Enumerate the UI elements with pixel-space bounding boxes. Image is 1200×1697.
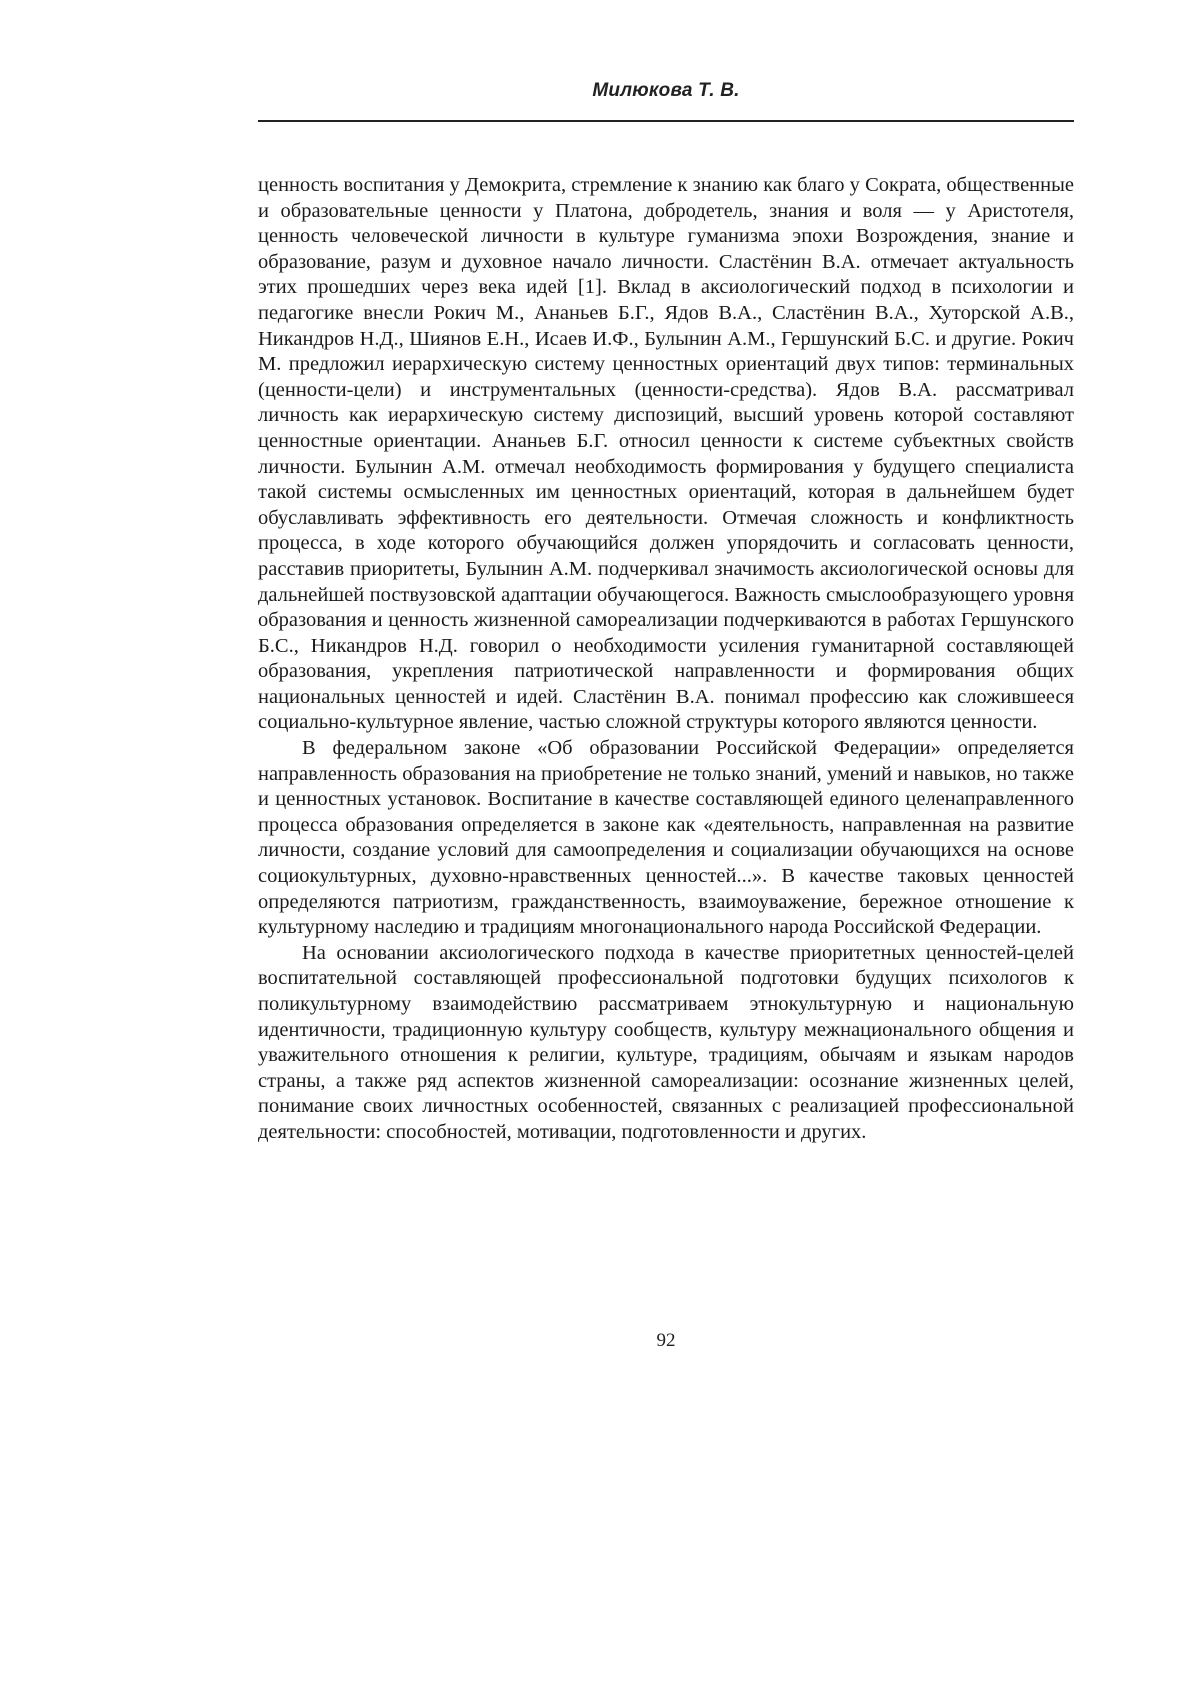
paragraph: В федеральном законе «Об образовании Российской Федерации» определяется направленность образования на приобретение не только знаний, умений и навыков, но также и ценностных установок. Воспитание в качестве составляющей единого целенаправленного процесса образования определяется в законе как «деятельность, направленная на развитие личности, создание условий для самоопределения и социализации обучающихся на основе социокультурных, духовно-нравственных ценностей...». В качестве таковых ценностей определяются патриотизм, гражданственность, взаимоуважение, бережное отношение к культурному наследию и традициям многонационального народа Российской Федерации. (258, 737, 1074, 939)
body-text (258, 173, 1074, 1146)
page-number: 92 (656, 1330, 676, 1351)
running-header: Милюкова Т. В. (592, 80, 740, 101)
paragraph: На основании аксиологического подхода в качестве приоритетных ценностей-целей воспитательной составляющей профессиональной подготовки будущих психологов к поликультурному взаимодействию рассматриваем этнокультурную и национальную идентичности, традиционную культуру сообществ, культуру межнационального общения и уважительного отношения к религии, культуре, традициям, обычаям и языкам народов страны, а также ряд аспектов жизненной самореализации: осознание жизненных целей, понимание своих личностных особенностей, связанных с реализацией профессиональной деятельности: способностей, мотивации, подготовленности и других. (258, 941, 1074, 1143)
header-rule (258, 120, 1074, 122)
paragraph-continued: ценность воспитания у Демокрита, стремление к знанию как благо у Сократа, общественные и образовательные ценности у Платона, добродетель, знания и воля — у Аристотеля, ценность человеческой личности в культуре гуманизма эпохи Возрождения, знание и образование, разум и духовное начало личности. Сластёнин В.А. отмечает актуальность этих прошедших через века идей [1]. Вклад в аксиологический подход в психологии и педагогике внесли Рокич М., Ананьев Б.Г., Ядов В.А., Сластёнин В.А., Хуторской А.В., Никандров Н.Д., Шиянов Е.Н., Исаев И.Ф., Булынин А.М., Гершунский Б.С. и другие. Рокич М. предложил иерархическую систему ценностных ориентаций двух типов: терминальных (ценности-цели) и инструментальных (ценности-средства). Ядов В.А. рассматривал личность как иерархическую систему диспозиций, высший уровень которой составляют ценностные ориентации. Ананьев Б.Г. относил ценности к системе субъектных свойств личности. Булынин А.М. отмечал необходимость формирования у будущего специалиста такой системы осмысленных им ценностных ориентаций, которая в дальнейшем будет обуславливать эффективность его деятельности. Отмечая сложность и конфликтность процесса, в ходе которого обучающийся должен упорядочить и согласовать ценности, расставив приоритеты, Булынин А.М. подчеркивал значимость аксиологической основы для дальнейшей поствузовской адаптации обучающегося. Важность смыслообразующего уровня образования и ценность жизненной самореализации подчеркиваются в работах Гершунского Б.С., Никандров Н.Д. говорил о необходимости усиления гуманитарной составляющей образования, укрепления патриотической направленности и формирования общих национальных ценностей и идей. Сластёнин В.А. понимал профессию как сложившееся социально-культурное явление, частью сложной структуры которого являются ценности. (258, 174, 1074, 734)
